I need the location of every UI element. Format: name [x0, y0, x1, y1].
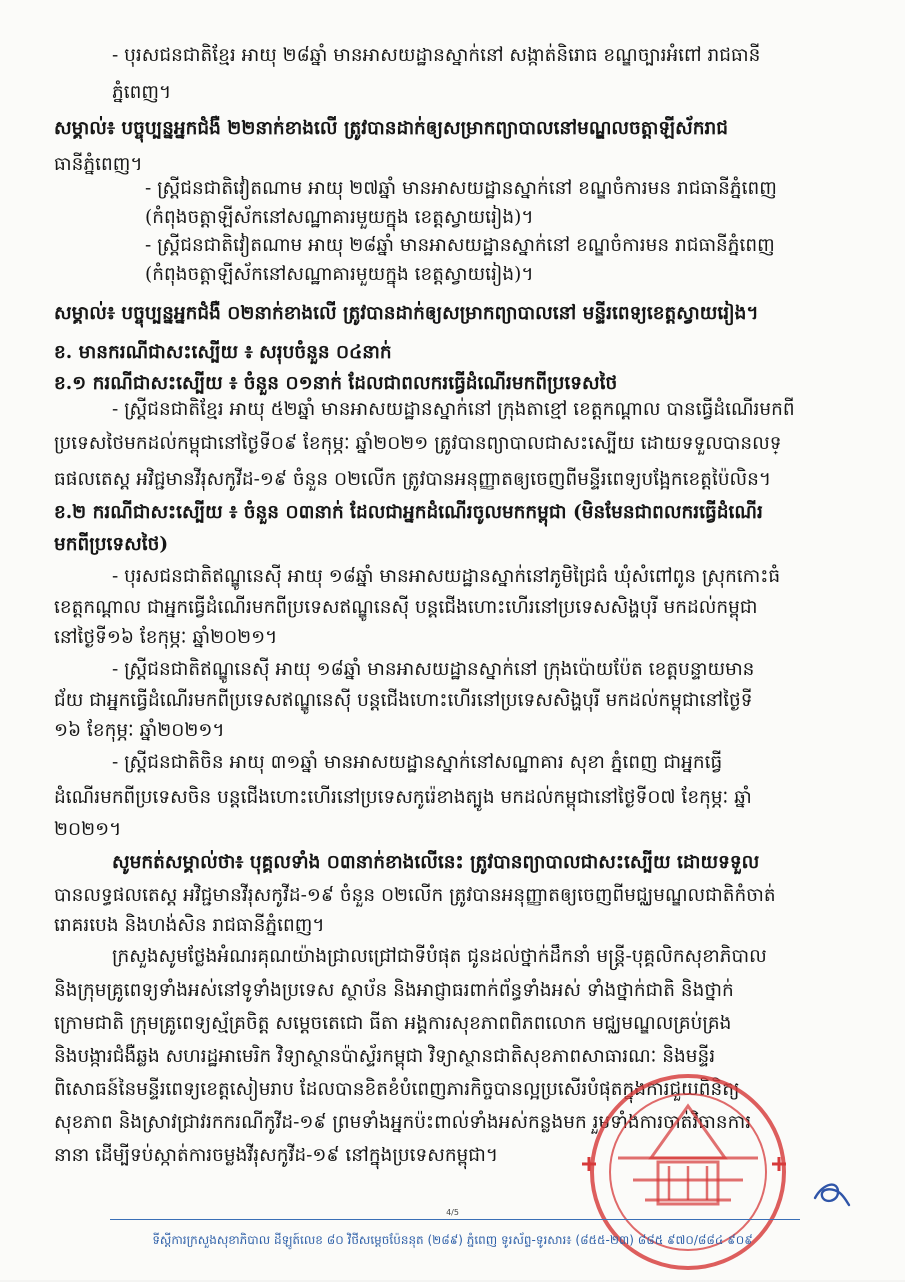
- footer-address: ទីស្តីការក្រសួងសុខាភិបាល ដីឡូត៍លេខ ៨០ វិថីសម្តេចប៉ែននុត (២៨៩) ភ្នំពេញ ទូរស័ព្ទ-ទូរសារ៖ (៨៥៥-២៣) ៨៨៥ ៩៧០/៨៨៤ ៩០៩: [152, 1233, 753, 1247]
- bullet-line: - ស្ត្រីជនជាតិឥណ្ឌូនេស៊ី អាយុ ១៨ឆ្នាំ មានអាសយដ្ឋានស្នាក់នៅ ក្រុងប៉ោយប៉ែត ខេត្តបន្ទាយមាន: [112, 659, 755, 680]
- bullet-line: - បុរសជនជាតិខ្មែរ អាយុ ២៨ឆ្នាំ មានអាសយដ្ឋានស្នាក់នៅ សង្កាត់និរោធ ខណ្ឌច្បារអំពៅ រាជធានី: [112, 45, 761, 66]
- text-line: នៅថ្ងៃទី១៦ ខែកុម្ភៈ ឆ្នាំ២០២១។: [54, 627, 278, 648]
- bullet-line: - ស្ត្រីជនជាតិវៀតណាម អាយុ ២៨ឆ្នាំ មានអាសយដ្ឋានស្នាក់នៅ ខណ្ឌចំការមន រាជធានីភ្នំពេញ: [145, 235, 775, 256]
- bullet-line: - ស្ត្រីជនជាតិចិន អាយុ ៣១ឆ្នាំ មានអាសយដ្ឋានស្នាក់នៅសណ្ឋាគារ សុខា ភ្នំពេញ ជាអ្នកធ្វើ: [112, 752, 723, 773]
- text-line: ប្រទេសថៃមកដល់កម្ពុជានៅថ្ងៃទី០៩ ខែកុម្ភៈ ឆ្នាំ២០២១ ត្រូវបានព្យាបាលជាសះស្បើយ ដោយទទួលបានលទ្: [54, 433, 782, 454]
- thanks-paragraph-line: ពិសោធន៍នៃមន្ទីរពេទ្យខេត្តសៀមរាប ដែលបានខិតខំបំពេញភារកិច្ចបានល្អប្រសើរបំផុតក្នុងការជួយពិនិត្យ: [54, 1079, 740, 1100]
- section-heading: ខ. មានករណីជាសះស្បើយ ៖ សរុបចំនួន ០៤នាក់: [54, 342, 392, 363]
- thanks-paragraph-line: ក្រសួងសូមថ្លែងអំណរគុណយ៉ាងជ្រាលជ្រៅជាទីបំផុត ជូនដល់ថ្នាក់ដឹកនាំ មន្ត្រី-បុគ្គលិកសុខាភិបាល: [112, 946, 767, 967]
- note-heading: សម្គាល់៖ បច្ចុប្បន្នអ្នកជំងឺ ២២នាក់ខាងលើ ត្រូវបានដាក់ឲ្យសម្រាកព្យាបាលនៅមណ្ឌលចត្តាឡីស័ករាជ: [54, 118, 728, 139]
- text-line: ២០២១។: [54, 819, 122, 840]
- text-line: ដំណើរមកពីប្រទេសចិន បន្តជើងហោះហើរនៅប្រទេសកូរ៉េខាងត្បូង មកដល់កម្ពុជានៅថ្ងៃទី០៧ ខែកុម្ភៈ ឆ្នាំ: [54, 787, 752, 808]
- text-line: ខេត្តកណ្តាល ជាអ្នកធ្វើដំណើរមកពីប្រទេសឥណ្ឌូនេស៊ី បន្តជើងហោះហើរនៅប្រទេសសិង្ហបុរី មកដល់កម្ពុជា: [54, 597, 758, 618]
- text-line: ជ័យ ជាអ្នកធ្វើដំណើរមកពីប្រទេសឥណ្ឌូនេស៊ី បន្តជើងហោះហើរនៅប្រទេសសិង្ហបុរី មកដល់កម្ពុជានៅថ្ងៃទី: [54, 690, 753, 711]
- text-line: (កំពុងចត្តាឡីស័កនៅសណ្ឋាគារមួយក្នុង ខេត្តស្វាយរៀង)។: [145, 264, 534, 285]
- footer-divider: [110, 1219, 800, 1220]
- text-line: ធផលតេស្ត អវិជ្ជមានវីរុសកូវីដ-១៩ ចំនួន ០២លើក ត្រូវបានអនុញ្ញាតឲ្យចេញពីមន្ទីរពេទ្យបង្អែកខេត្តប៉ៃលិន។: [54, 469, 772, 490]
- thanks-paragraph-line: នានា ដើម្បីទប់ស្កាត់ការចម្លងវីរុសកូវីដ-១៩ នៅក្នុងប្រទេសកម្ពុជា។: [54, 1145, 499, 1166]
- bullet-line: - បុរសជនជាតិឥណ្ឌូនេស៊ី អាយុ ១៨ឆ្នាំ មានអាសយដ្ឋានស្នាក់នៅភូមិជ្រៃធំ ឃុំសំពៅពូន ស្រុកកោះធំ: [112, 566, 781, 587]
- page-number: 4/5: [446, 1208, 459, 1217]
- subsection-heading: មកពីប្រទេសថៃ): [54, 534, 169, 555]
- thanks-paragraph-line: ក្រោមជាតិ ក្រុមគ្រូពេទ្យស្ម័គ្រចិត្ត សម្តេចតេជោ ធីតា អង្គការសុខភាពពិភពលោក មជ្ឈមណ្ឌលគ្រប់គ្រង: [54, 1013, 732, 1034]
- bullet-line: - ស្ត្រីជនជាតិវៀតណាម អាយុ ២៧ឆ្នាំ មានអាសយដ្ឋានស្នាក់នៅ ខណ្ឌចំការមន រាជធានីភ្នំពេញ: [145, 178, 777, 199]
- text-line: ភ្នំពេញ។: [112, 82, 172, 103]
- subsection-heading: ខ.២ ករណីជាសះស្បើយ ៖ ចំនួន ០៣នាក់ ដែលជាអ្នកដំណើរចូលមកកម្ពុជា (មិនមែនជាពលករធ្វើដំណើរ: [54, 502, 763, 523]
- text-line: បានលទ្ធផលតេស្ត អវិជ្ជមានវីរុសកូវីដ-១៩ ចំនួន ០២លើក ត្រូវបានអនុញ្ញាតឲ្យចេញពីមជ្ឈមណ្ឌលជាតិកំចាត់: [54, 885, 776, 906]
- bullet-line: - ស្ត្រីជនជាតិខ្មែរ អាយុ ៥២ឆ្នាំ មានអាសយដ្ឋានស្នាក់នៅ ក្រុងតាខ្មៅ ខេត្តកណ្តាល បានធ្វើដំណើរមកពី: [112, 399, 795, 420]
- note-heading: សម្គាល់៖ បច្ចុប្បន្នអ្នកជំងឺ ០២នាក់ខាងលើ ត្រូវបានដាក់ឲ្យសម្រាកព្យាបាលនៅ មន្ទីរពេទ្យខេត្តស្វាយរៀង។: [54, 303, 759, 324]
- note-paragraph: សូមកត់សម្គាល់ថា៖ បុគ្គលទាំង ០៣នាក់ខាងលើនេះ ត្រូវបានព្យាបាលជាសះស្បើយ ដោយទទួល: [112, 852, 760, 873]
- text-line: (កំពុងចត្តាឡីស័កនៅសណ្ឋាគារមួយក្នុង ខេត្តស្វាយរៀង)។: [145, 207, 534, 228]
- thanks-paragraph-line: និងក្រុមគ្រូពេទ្យទាំងអស់នៅទូទាំងប្រទេស ស្ថាប័ន និងអាជ្ញាធរពាក់ព័ន្ធទាំងអស់ ទាំងថ្នាក់ជាតិ និងថ្នាក់: [54, 980, 734, 1001]
- text-line: ១៦ ខែកុម្ភៈ ឆ្នាំ២០២១។: [54, 720, 225, 741]
- text-line: ធានីភ្នំពេញ។: [54, 154, 143, 175]
- text-line: រោគរបេង និងហង់សិន រាជធានីភ្នំពេញ។: [54, 915, 325, 936]
- signature-mark: [810, 1175, 852, 1209]
- thanks-paragraph-line: សុខភាព និងស្រាវជ្រាវរកករណីកូវីដ-១៩ ព្រមទាំងអ្នកប៉ះពាល់ទាំងអស់កន្លងមក រួមទាំងការចាត់វិធានការ: [54, 1112, 752, 1133]
- thanks-paragraph-line: និងបង្ការជំងឺឆ្លង សហរដ្ឋអាមេរិក វិទ្យាស្ថានប៉ាស្ទ័រកម្ពុជា វិទ្យាស្ថានជាតិសុខភាពសាធារណៈ និងមន្ទីរ: [54, 1046, 716, 1067]
- subsection-heading: ខ.១ ករណីជាសះស្បើយ ៖ ចំនួន ០១នាក់ ដែលជាពលករធ្វើដំណើរមកពីប្រទេសថៃ: [54, 373, 618, 394]
